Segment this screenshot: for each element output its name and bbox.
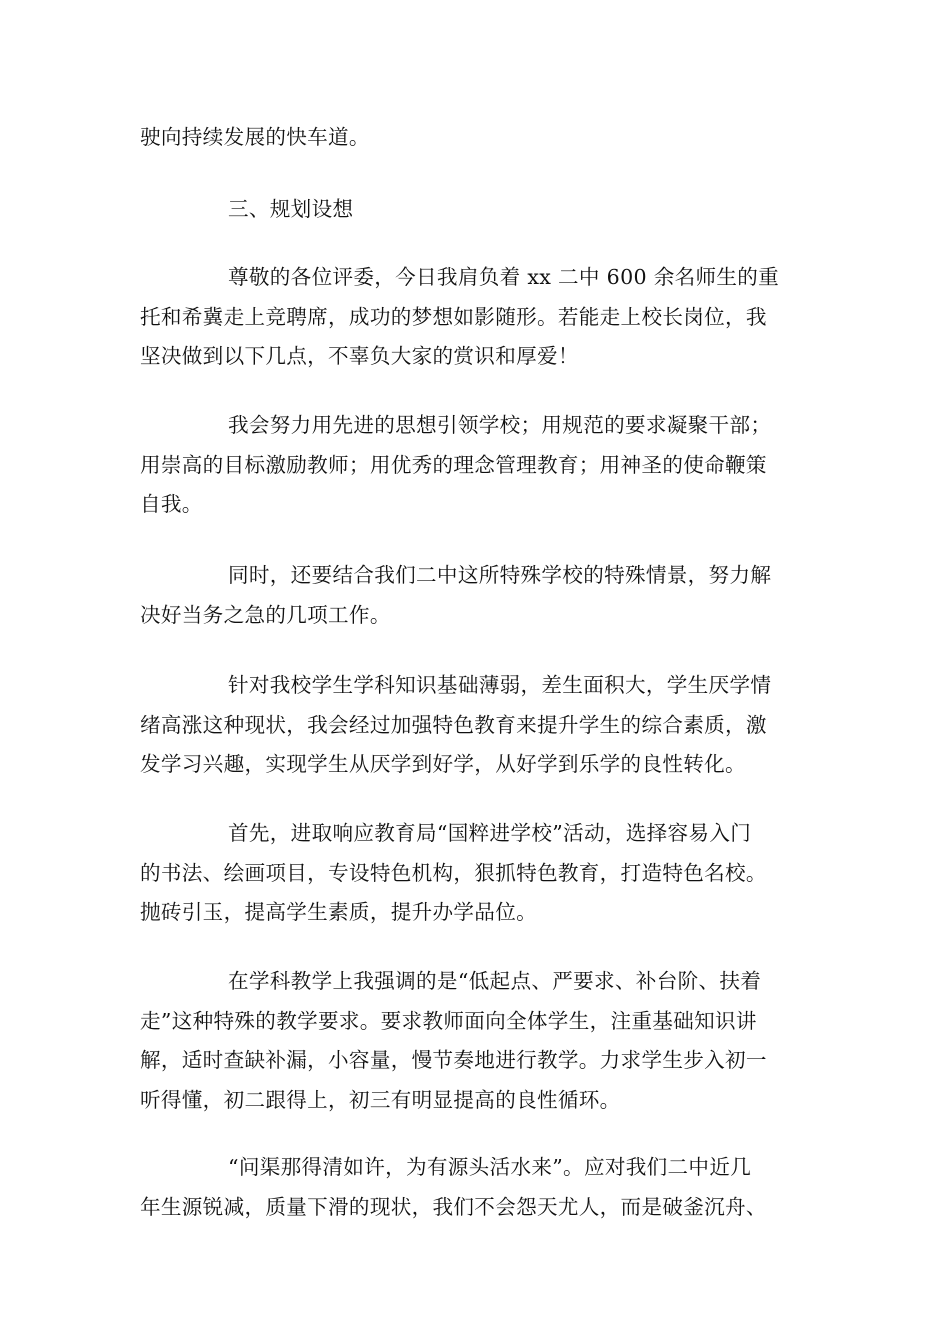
text-line: 抛砖引玉，提高学生素质，提升办学品位。 xyxy=(140,900,537,924)
text-line: 托和希冀走上竞聘席，成功的梦想如影随形。若能走上校长岗位，我 xyxy=(140,304,767,329)
text-line: 自我。 xyxy=(140,492,203,516)
paragraph xyxy=(140,556,810,635)
paragraph xyxy=(140,666,810,785)
text-line: “问渠那得清如许，为有源头活水来”。应对我们二中近几 xyxy=(228,1155,752,1179)
text-line: 驶向持续发展的快车道。 xyxy=(140,125,370,149)
text-line: 首先，进取响应教育局“国粹进学校”活动，选择容易入门 xyxy=(228,821,752,845)
text-line: 解，适时查缺补漏，小容量，慢节奏地进行教学。力求学生步入初一 xyxy=(140,1048,767,1072)
paragraph xyxy=(140,1148,810,1227)
paragraph-continuation xyxy=(140,118,810,158)
text-line: 发学习兴趣，实现学生从厌学到好学，从好学到乐学的良性转化。 xyxy=(140,752,746,776)
text-line: 尊敬的各位评委，今日我肩负着 xx 二中 600 余名师生的重 xyxy=(228,265,780,289)
text-line: 年生源锐减，质量下滑的现状，我们不会怨天尤人，而是破釜沉舟、 xyxy=(140,1194,767,1219)
paragraph xyxy=(140,814,810,933)
text-line: 在学科教学上我强调的是“低起点、严要求、补台阶、扶着 xyxy=(228,969,762,993)
text-line: 同时，还要结合我们二中这所特殊学校的特殊情景，努力解 xyxy=(228,563,772,587)
section-heading: 三、规划设想 xyxy=(228,197,354,221)
text-line: 我会努力用先进的思想引领学校；用规范的要求凝聚干部； xyxy=(228,413,772,437)
text-line: 用崇高的目标激励教师；用优秀的理念管理教育；用神圣的使命鞭策 xyxy=(140,452,767,477)
text-line: 走”这种特殊的教学要求。要求教师面向全体学生，注重基础知识讲 xyxy=(140,1008,757,1033)
paragraph xyxy=(140,962,810,1120)
text-line: 决好当务之急的几项工作。 xyxy=(140,602,391,627)
paragraph xyxy=(140,406,810,525)
text-line: 坚决做到以下几点，不辜负大家的赏识和厚爱！ xyxy=(140,344,579,368)
paragraph xyxy=(140,258,810,377)
text-line: 绪高涨这种现状，我会经过加强特色教育来提升学生的综合素质，激 xyxy=(140,712,767,737)
text-line: 的书法、绘画项目，专设特色机构，狠抓特色教育，打造特色名校。 xyxy=(140,860,767,885)
text-line: 听得懂，初二跟得上，初三有明显提高的良性循环。 xyxy=(140,1087,621,1112)
text-line: 针对我校学生学科知识基础薄弱，差生面积大，学生厌学情 xyxy=(228,673,772,697)
